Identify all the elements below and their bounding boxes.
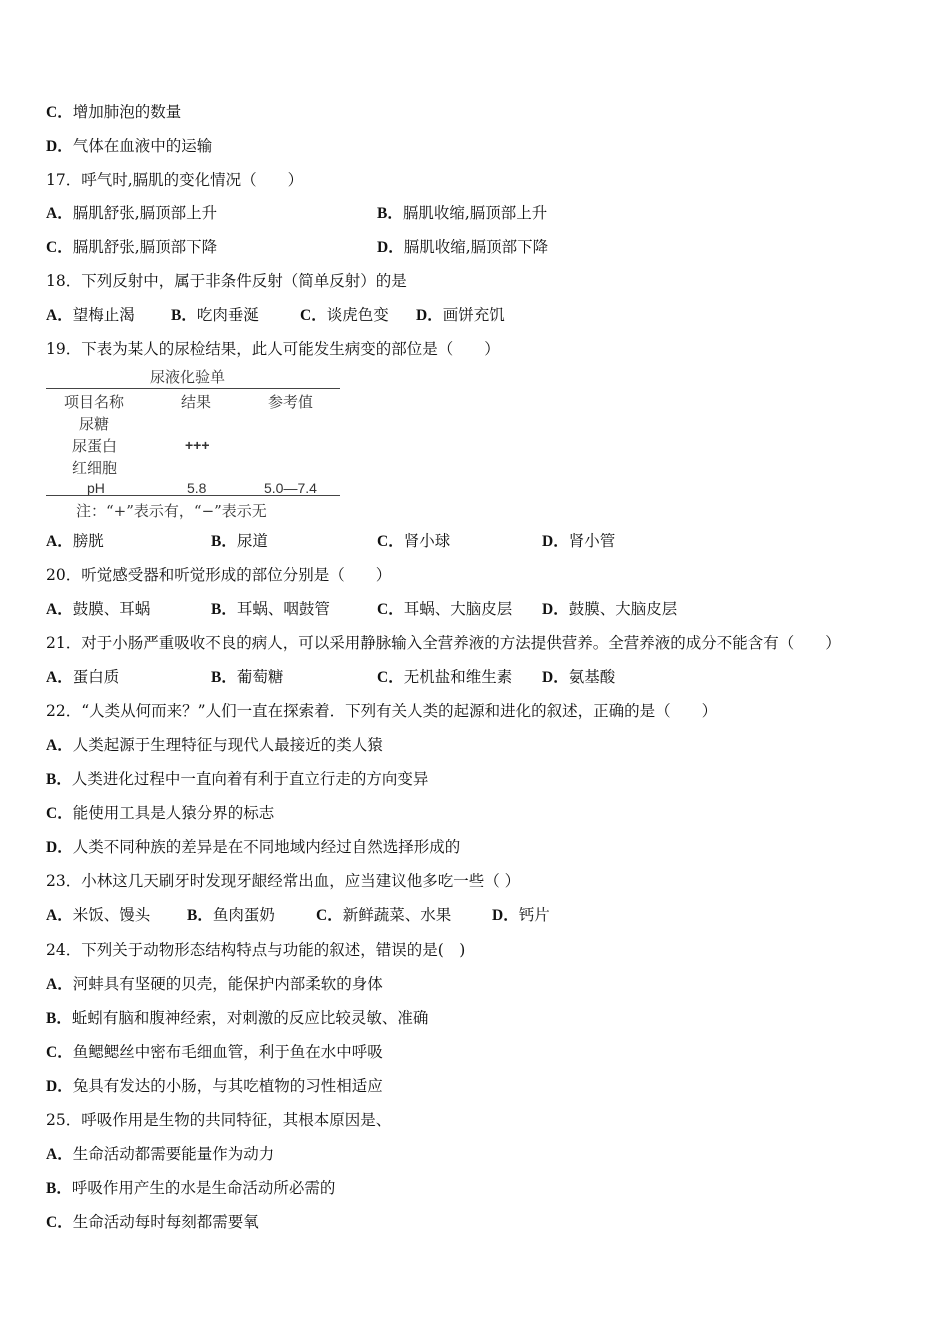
q21-option-a: A．蛋白质: [46, 668, 120, 686]
question-25: 25．呼吸作用是生物的共同特征，其根本原因是、: [46, 1111, 392, 1129]
q19-option-d: D．肾小管: [542, 532, 616, 550]
q24-option-c: C．鱼鳃鳃丝中密布毛细血管，利于鱼在水中呼吸: [46, 1043, 383, 1061]
table-header: 结果: [181, 393, 212, 411]
option-line: D．气体在血液中的运输: [46, 137, 213, 155]
q21-option-d: D．氨基酸: [542, 668, 616, 686]
q20-option-d: D．鼓膜、大脑皮层: [542, 600, 678, 618]
q19-option-c: C．肾小球: [377, 532, 451, 550]
table-header: 参考值: [268, 393, 314, 411]
table-cell: 尿糖: [79, 415, 110, 433]
question-21: 21．对于小肠严重吸收不良的病人，可以采用静脉输入全营养液的方法提供营养。全营养液的成分不能含有（ ）: [46, 634, 841, 652]
q22-option-d: D．人类不同种族的差异是在不同地域内经过自然选择形成的: [46, 838, 461, 856]
q22-option-b: B．人类进化过程中一直向着有利于直立行走的方向变异: [46, 770, 429, 788]
table-title: 尿液化验单: [150, 368, 226, 386]
q25-option-b: B．呼吸作用产生的水是生命活动所必需的: [46, 1179, 336, 1197]
q23-option-a: A．米饭、馒头: [46, 906, 151, 924]
q20-option-a: A．鼓膜、耳蜗: [46, 600, 151, 618]
q23-option-c: C．新鲜蔬菜、水果: [316, 906, 452, 924]
table-cell: 红细胞: [72, 459, 118, 477]
q17-option-c: C．膈肌舒张,膈顶部下降: [46, 238, 218, 256]
q24-option-b: B．蚯蚓有脑和腹神经索，对刺激的反应比较灵敏、准确: [46, 1009, 429, 1027]
question-17: 17．呼气时,膈肌的变化情况（ ）: [46, 171, 304, 189]
q22-option-a: A．人类起源于生理特征与现代人最接近的类人猿: [46, 736, 383, 754]
table-header: 项目名称: [64, 393, 125, 411]
question-22: 22．“人类从何而来？”人们一直在探索着．下列有关人类的起源和进化的叙述，正确的是（ ）: [46, 702, 718, 720]
table-cell: 5.8: [187, 480, 207, 496]
table-cell: 尿蛋白: [72, 437, 118, 455]
table-cell: +++: [185, 437, 210, 453]
question-19: 19．下表为某人的尿检结果，此人可能发生病变的部位是（ ）: [46, 340, 500, 358]
q19-option-b: B．尿道: [211, 532, 268, 550]
q23-option-b: B．鱼肉蛋奶: [187, 906, 275, 924]
q25-option-c: C．生命活动每时每刻都需要氧: [46, 1213, 259, 1231]
question-24: 24．下列关于动物形态结构特点与功能的叙述，错误的是( ): [46, 941, 466, 959]
q21-option-b: B．葡萄糖: [211, 668, 284, 686]
option-line: C．增加肺泡的数量: [46, 103, 182, 121]
table-cell: 5.0—7.4: [264, 480, 317, 496]
q18-option-d: D．画饼充饥: [416, 306, 505, 324]
question-18: 18．下列反射中，属于非条件反射（简单反射）的是: [46, 272, 407, 290]
question-20: 20．听觉感受器和听觉形成的部位分别是（ ）: [46, 566, 392, 584]
table-note: 注：“+”表示有，“−”表示无: [76, 502, 267, 520]
q24-option-a: A．河蚌具有坚硬的贝壳，能保护内部柔软的身体: [46, 975, 383, 993]
q17-option-d: D．膈肌收缩,膈顶部下降: [377, 238, 549, 256]
q22-option-c: C．能使用工具是人猿分界的标志: [46, 804, 275, 822]
q17-option-a: A．膈肌舒张,膈顶部上升: [46, 204, 218, 222]
q19-option-a: A．膀胱: [46, 532, 104, 550]
q24-option-d: D．兔具有发达的小肠，与其吃植物的习性相适应: [46, 1077, 383, 1095]
q17-option-b: B．膈肌收缩,膈顶部上升: [377, 204, 548, 222]
q18-option-b: B．吃肉垂涎: [171, 306, 259, 324]
q25-option-a: A．生命活动都需要能量作为动力: [46, 1145, 275, 1163]
q21-option-c: C．无机盐和维生素: [377, 668, 513, 686]
question-23: 23．小林这几天刷牙时发现牙龈经常出血，应当建议他多吃一些（ ）: [46, 872, 521, 890]
q18-option-a: A．望梅止渴: [46, 306, 135, 324]
q18-option-c: C．谈虎色变: [300, 306, 389, 324]
table-top-rule: [46, 388, 340, 389]
table-bottom-rule: [46, 495, 340, 496]
q20-option-c: C．耳蜗、大脑皮层: [377, 600, 513, 618]
table-cell: pH: [87, 480, 105, 496]
q20-option-b: B．耳蜗、咽鼓管: [211, 600, 330, 618]
q23-option-d: D．钙片: [492, 906, 550, 924]
